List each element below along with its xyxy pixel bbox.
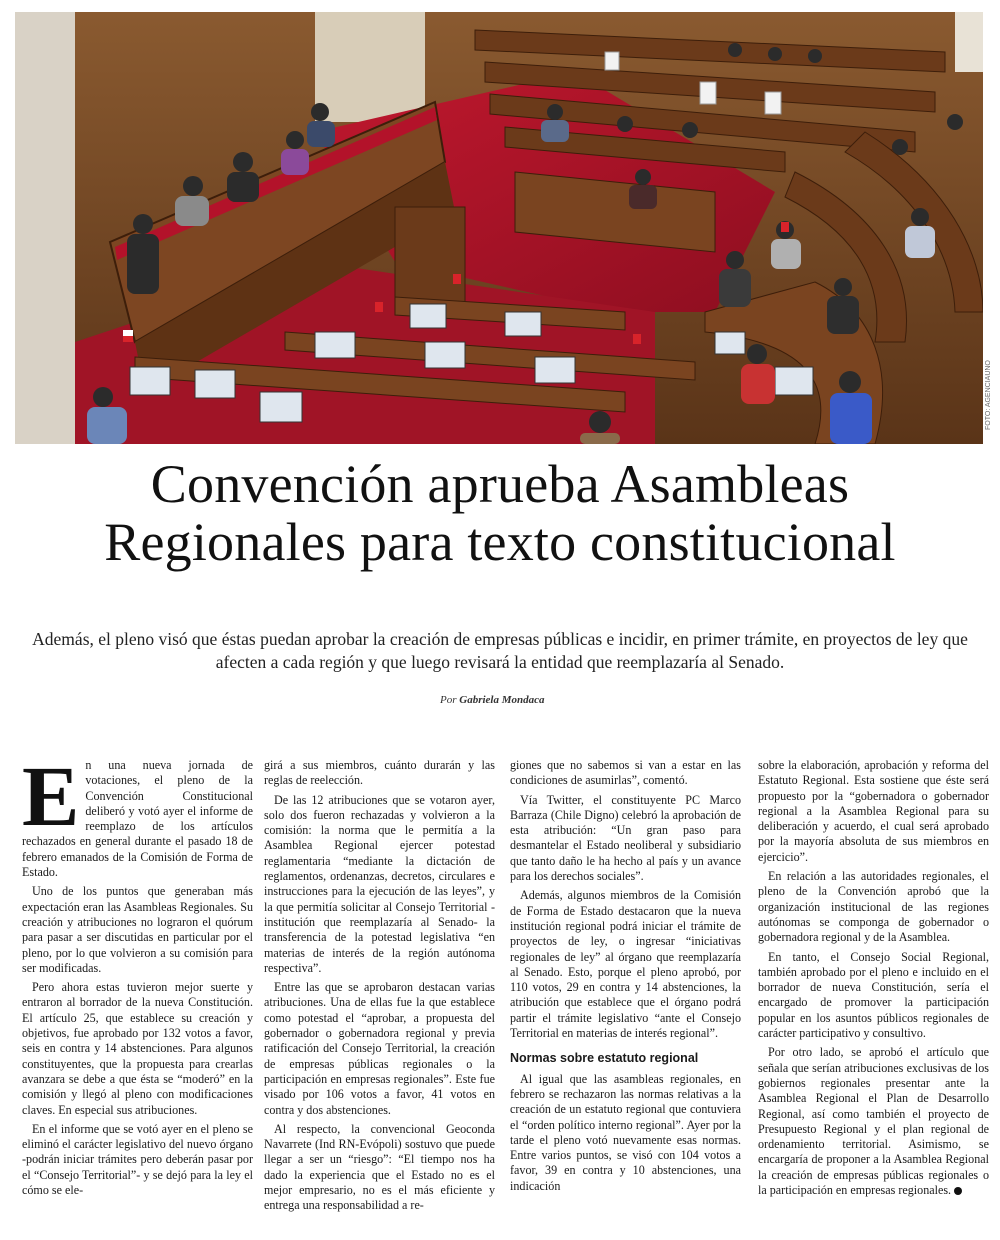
paragraph: De las 12 atribuciones que se votaron ayer, solo dos fueron rechazadas y volvieron a la comisión: la norma que le permitía a la Asamblea Regional ejercer potestad reglamentaria “mediante la dictación de reglamentos, ordenanzas, decretos, circulares e instrucciones para la ejecución de las leyes”, y la que permitía solicitar al Consejo Territorial -institución que reemplazaría al Senado- la transferencia de la potestad legislativa “en materias de interés de la región autónoma respectiva”. [264, 792, 495, 975]
paragraph: En el informe que se votó ayer en el pleno se eliminó el carácter legislativo del nuevo órgano -podrán iniciar trámites pero deberán pasar por el “Consejo Territorial”- y se dejó para la ley el cómo se ele- [22, 1121, 253, 1198]
photo-credit: FOTO: AGENCIAUNO [985, 360, 992, 430]
paragraph: Además, algunos miembros de la Comisión de Forma de Estado destacaron que la nueva institución regional podrá iniciar el trámite de proyectos de ley, o ingresar “iniciativas regionales de ley” al órgano que reemplazaría al Senado. Esto, porque el pleno aprobó, por 110 votos, 29 en contra y 14 abstenciones, la atribución que establece que el órgano podrá partir el trámite legislativo “ante el Consejo Territorial en materias de interés regional”. [510, 888, 741, 1041]
deck: Además, el pleno visó que éstas puedan aprobar la creación de empresas públicas e incidir, en primer trámite, en proyectos de ley que afecten a cada región y que luego revisará la entidad que reemplazaría al Senado. [32, 629, 968, 672]
article-column-2 [264, 758, 495, 1218]
end-of-article-icon [954, 1187, 962, 1195]
paragraph: Uno de los puntos que generaban más expectación eran las Asambleas Regionales. Su creación y atribuciones no lograron el quórum para pasar a ser discutidas en particular por el pleno, por lo que volvieron a su comisión para ser modificadas. [22, 884, 253, 975]
paragraph: En relación a las autoridades regionales, el pleno de la Convención aprobó que la organización institucional de las regiones autónomas se componga de gobernador o gobernadora regional y de la Asamblea. [758, 869, 989, 945]
article-column-4 [758, 758, 989, 1202]
subhead: Normas sobre estatuto regional [510, 1051, 699, 1066]
byline [440, 694, 740, 706]
paragraph-text: n una nueva jornada de votaciones, el pleno de la Convención Constitucional deliberó y votó ayer el informe de reemplazo de los artículos rechazados en general durante el pasado 18 de febrero emanados de la Comisión de Forma de Estado. [22, 758, 253, 880]
byline-author: Gabriela Mondaca [459, 694, 545, 706]
article-column-3 [510, 758, 741, 1198]
headline [15, 455, 985, 571]
convention-chamber-illustration [15, 12, 983, 444]
chamber-photo [15, 12, 983, 444]
article-column-1 [22, 748, 253, 1202]
paragraph [22, 748, 253, 880]
headline-line-1: Convención aprueba Asambleas [150, 454, 850, 514]
paragraph: Pero ahora estas tuvieron mejor suerte y entraron al borrador de la nueva Constitución. El artículo 25, que establece su creación y objetivos, fue aprobado por 132 votos a favor, seis en contra y 14 abstenciones. Para algunos constituyentes, que la propuesta para crearlas avanzara se debe a que ésta se “moderó” en la comisión y llegó al pleno con modificaciones claves. En especial sus atribuciones. [22, 980, 253, 1117]
paragraph: Entre las que se aprobaron destacan varias atribuciones. Una de ellas fue la que establece como potestad el “aprobar, a propuesta del gobernador o gobernadora regional y previa ratificación del Consejo Territorial, la creación de empresas públicas regionales o la participación en empresas regionales”. Este fue visado por 106 votos a favor, 41 votos en contra y dos abstenciones. [264, 980, 495, 1117]
headline-line-2: Regionales para texto constitucional [104, 512, 896, 572]
paragraph: Al igual que las asambleas regionales, en febrero se rechazaron las normas relativas a la creación de un estatuto regional que contuviera el “orden político interno regional”. Ayer por la tarde el pleno votó nuevamente esas normas. Entre varios puntos, se visó con 104 votos a favor, 39 en contra y 10 abstenciones, una indicación [510, 1071, 741, 1193]
paragraph: En tanto, el Consejo Social Regional, también aprobado por el pleno e incluido en el borrador de nueva Constitución, sería el encargado de promover la participación popular en los asuntos públicos regionales de carácter participativo y consultivo. [758, 949, 989, 1041]
paragraph: giones que no sabemos si van a estar en las condiciones de asumirlas”, comentó. [510, 758, 741, 788]
paragraph-text: Por otro lado, se aprobó el artículo que señala que serían atribuciones exclusivas de los gobiernos regionales presentar ante la Asamblea Regional el Plan de Desarrollo Regional, así como también el proyecto de Presupuesto Regional y el plan regional de ordenamiento territorial. Asimismo, se encargaría de proponer a la Asamblea Regional la creación de empresas públicas regionales o la participación en empresas regionales. [758, 1045, 989, 1198]
paragraph: sobre la elaboración, aprobación y reforma del Estatuto Regional. Esta sostiene que éste será propuesto por la “gobernadora o gobernador regional a la Asamblea Regional para su deliberación y acuerdo, el cual será aprobado por la mayoría absoluta de sus miembros en ejercicio”. [758, 758, 989, 864]
byline-prefix: Por [440, 694, 457, 706]
dropcap: E [22, 748, 80, 844]
paragraph [758, 1045, 989, 1198]
paragraph: Al respecto, la convencional Geoconda Navarrete (Ind RN-Evópoli) sostuvo que puede llegar a ser un “riesgo”: “El tiempo nos ha dado la experiencia que el Estado no es el mejor empresario, no es el más eficiente y entrega una responsabilidad a re- [264, 1121, 495, 1213]
paragraph: Vía Twitter, el constituyente PC Marco Barraza (Chile Digno) celebró la aprobación de esta atribución: “Un gran paso para desmantelar el Estado neoliberal y subsidiario que tanto daño le ha hecho al país y un avance para los derechos sociales”. [510, 792, 741, 884]
paragraph: girá a sus miembros, cuánto durarán y las reglas de reelección. [264, 758, 495, 788]
